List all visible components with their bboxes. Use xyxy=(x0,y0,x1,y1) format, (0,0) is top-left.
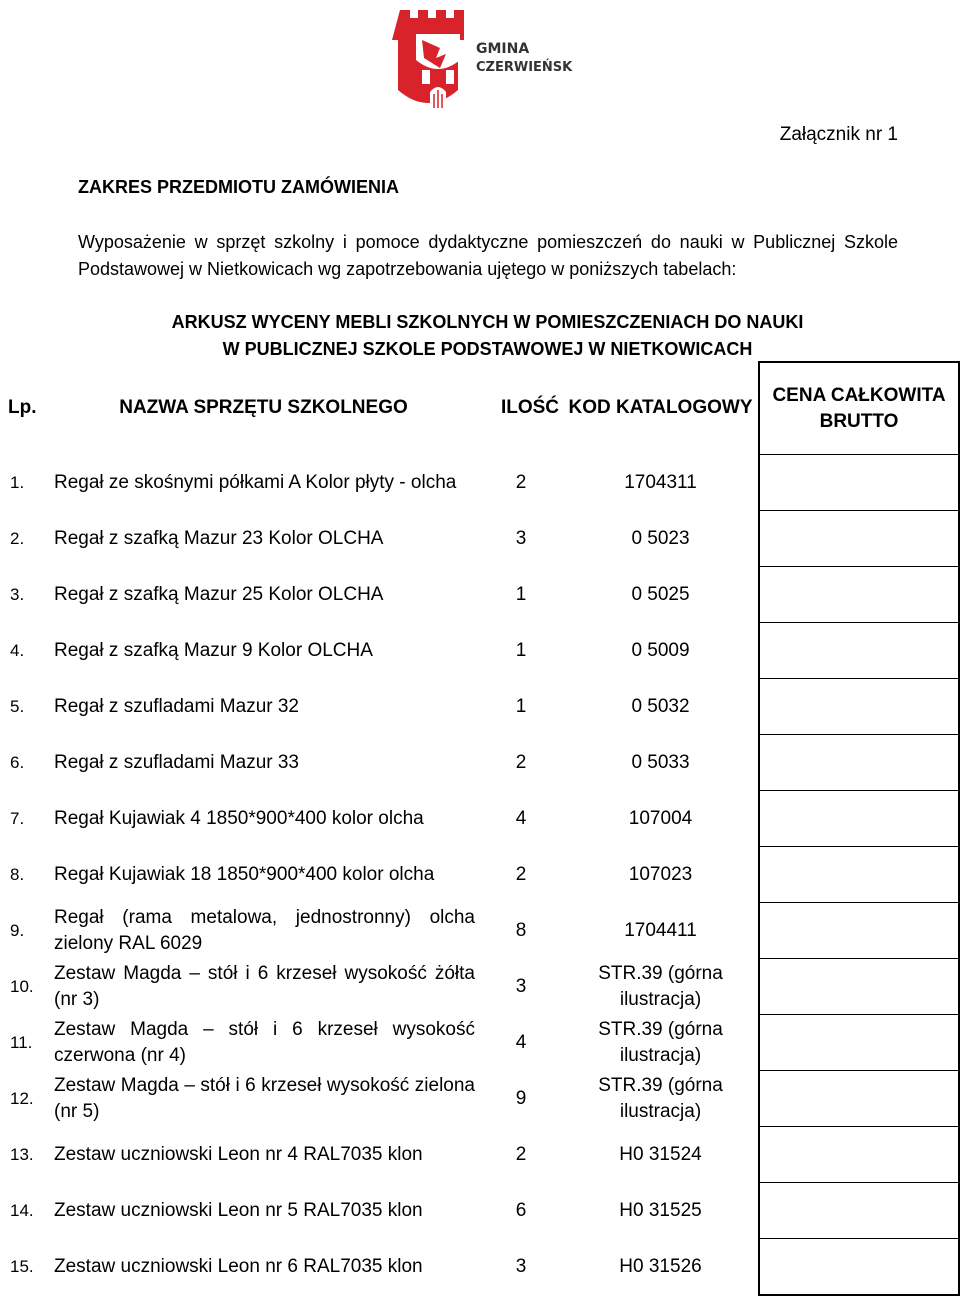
row-code: 107004 xyxy=(628,807,693,829)
row-qty: 1 xyxy=(515,639,527,661)
sheet-title-line1: ARKUSZ WYCENY MEBLI SZKOLNYCH W POMIESZCZENIACH DO NAUKI xyxy=(171,312,804,332)
row-lp: 14. xyxy=(10,1200,34,1220)
row-lp: 7. xyxy=(10,808,25,828)
row-lp: 6. xyxy=(10,752,25,772)
row-code: 0 5023 xyxy=(631,527,690,549)
document-title: ZAKRES PRZEDMIOTU ZAMÓWIENIA xyxy=(78,177,399,197)
gmina-logo xyxy=(392,4,592,114)
row-name: Zestaw Magda – stół i 6 krzeseł wysokość czerwona (nr 4) xyxy=(54,1018,475,1066)
row-qty: 8 xyxy=(515,919,527,941)
row-lp: 10. xyxy=(10,976,34,996)
row-price-cell xyxy=(759,1071,959,1127)
table-row xyxy=(4,735,959,791)
header-price xyxy=(759,362,959,455)
row-qty: 2 xyxy=(515,863,527,885)
row-name: Regał Kujawiak 4 1850*900*400 kolor olcha xyxy=(54,807,424,829)
table-row xyxy=(4,903,959,959)
row-price-cell xyxy=(759,511,959,567)
row-code: 0 5033 xyxy=(631,751,690,773)
coat-of-arms-icon xyxy=(392,4,592,114)
sheet-title xyxy=(0,309,960,363)
row-price-cell xyxy=(759,847,959,903)
row-name: Regał z szufladami Mazur 32 xyxy=(54,695,299,717)
row-name: Regał z szafką Mazur 23 Kolor OLCHA xyxy=(54,527,384,549)
header-price-line1: CENA CAŁKOWITA xyxy=(772,384,946,406)
row-price-cell xyxy=(759,791,959,847)
row-qty: 1 xyxy=(515,695,527,717)
row-name: Regał z szafką Mazur 9 Kolor OLCHA xyxy=(54,639,373,661)
row-code: 0 5025 xyxy=(631,583,690,605)
row-qty: 3 xyxy=(515,527,527,549)
attachment-label: Załącznik nr 1 xyxy=(779,124,898,145)
row-qty: 9 xyxy=(515,1087,527,1109)
row-code: H0 31526 xyxy=(619,1255,702,1277)
row-lp: 3. xyxy=(10,584,25,604)
table-row xyxy=(4,791,959,847)
row-code: 107023 xyxy=(628,863,693,885)
row-lp: 8. xyxy=(10,864,25,884)
table-body xyxy=(4,455,959,1296)
row-code: STR.39 (górna ilustracja) xyxy=(598,1018,723,1066)
row-price-cell xyxy=(759,903,959,959)
table-row xyxy=(4,1127,959,1183)
sheet-title-line2: W PUBLICZNEJ SZKOLE PODSTAWOWEJ W NIETKOWICACH xyxy=(222,339,753,359)
header-code: KOD KATALOGOWY xyxy=(568,397,753,419)
table-row xyxy=(4,623,959,679)
row-price-cell xyxy=(759,959,959,1015)
row-price-cell xyxy=(759,623,959,679)
row-name: Zestaw Magda – stół i 6 krzeseł wysokość żółta (nr 3) xyxy=(54,962,475,1010)
row-qty: 6 xyxy=(515,1199,527,1221)
row-qty: 2 xyxy=(515,1143,527,1165)
table-row xyxy=(4,567,959,623)
row-qty: 3 xyxy=(515,975,527,997)
row-name: Regał (rama metalowa, jednostronny) olcha zielony RAL 6029 xyxy=(54,906,475,954)
header-lp: Lp. xyxy=(8,397,37,419)
row-price-cell xyxy=(759,1183,959,1239)
row-lp: 5. xyxy=(10,696,25,716)
table-row xyxy=(4,511,959,567)
logo-text-line1: GMINA xyxy=(476,41,530,57)
row-lp: 11. xyxy=(10,1032,33,1052)
row-price-cell xyxy=(759,455,959,511)
table-row xyxy=(4,1015,959,1071)
table-row xyxy=(4,959,959,1015)
table-header-row xyxy=(4,362,959,455)
row-name: Zestaw uczniowski Leon nr 5 RAL7035 klon xyxy=(54,1199,423,1221)
row-code: 0 5009 xyxy=(631,639,690,661)
row-price-cell xyxy=(759,735,959,791)
row-lp: 12. xyxy=(10,1088,34,1108)
row-price-cell xyxy=(759,679,959,735)
row-qty: 2 xyxy=(515,751,527,773)
row-lp: 1. xyxy=(10,472,25,492)
row-qty: 3 xyxy=(515,1255,527,1277)
row-code: STR.39 (górna ilustracja) xyxy=(598,1074,723,1122)
row-price-cell xyxy=(759,567,959,623)
header-price-line2: BRUTTO xyxy=(819,410,899,432)
row-name: Regał z szafką Mazur 25 Kolor OLCHA xyxy=(54,583,384,605)
row-name: Regał Kujawiak 18 1850*900*400 kolor olcha xyxy=(54,863,435,885)
row-code: 0 5032 xyxy=(631,695,690,717)
row-qty: 4 xyxy=(515,1031,527,1053)
row-qty: 2 xyxy=(515,471,527,493)
row-qty: 1 xyxy=(515,583,527,605)
table-row xyxy=(4,1183,959,1239)
row-code: STR.39 (górna ilustracja) xyxy=(598,962,723,1010)
row-name: Regał ze skośnymi półkami A Kolor płyty - olcha xyxy=(54,471,457,493)
row-qty: 4 xyxy=(515,807,527,829)
row-code: H0 31524 xyxy=(619,1143,702,1165)
row-name: Zestaw uczniowski Leon nr 4 RAL7035 klon xyxy=(54,1143,423,1165)
table-row xyxy=(4,1071,959,1127)
row-lp: 4. xyxy=(10,640,25,660)
table-row xyxy=(4,1239,959,1296)
row-code: 1704311 xyxy=(624,471,697,493)
price-table xyxy=(4,361,960,1296)
row-price-cell xyxy=(759,1127,959,1183)
row-lp: 2. xyxy=(10,528,25,548)
row-name: Zestaw uczniowski Leon nr 6 RAL7035 klon xyxy=(54,1255,423,1277)
logo-text-line2: CZERWIEŃSK xyxy=(476,60,573,75)
row-price-cell xyxy=(759,1015,959,1071)
table-row xyxy=(4,455,959,511)
row-name: Zestaw Magda – stół i 6 krzeseł wysokość zielona (nr 5) xyxy=(54,1074,475,1122)
row-name: Regał z szufladami Mazur 33 xyxy=(54,751,299,773)
table-row xyxy=(4,847,959,903)
row-lp: 9. xyxy=(10,920,25,940)
intro-paragraph: Wyposażenie w sprzęt szkolny i pomoce dydaktyczne pomieszczeń do nauki w Publicznej Szkole Podstawowej w Nietkowicach wg zapotrzebowania ujętego w poniższych tabelach: xyxy=(78,232,898,279)
header-name: NAZWA SPRZĘTU SZKOLNEGO xyxy=(119,397,408,419)
header-qty: ILOŚĆ xyxy=(500,397,559,419)
row-code: 1704411 xyxy=(624,919,697,941)
table-row xyxy=(4,679,959,735)
row-lp: 13. xyxy=(10,1144,34,1164)
row-lp: 15. xyxy=(10,1256,34,1276)
row-price-cell xyxy=(759,1239,959,1296)
row-code: H0 31525 xyxy=(619,1199,702,1221)
